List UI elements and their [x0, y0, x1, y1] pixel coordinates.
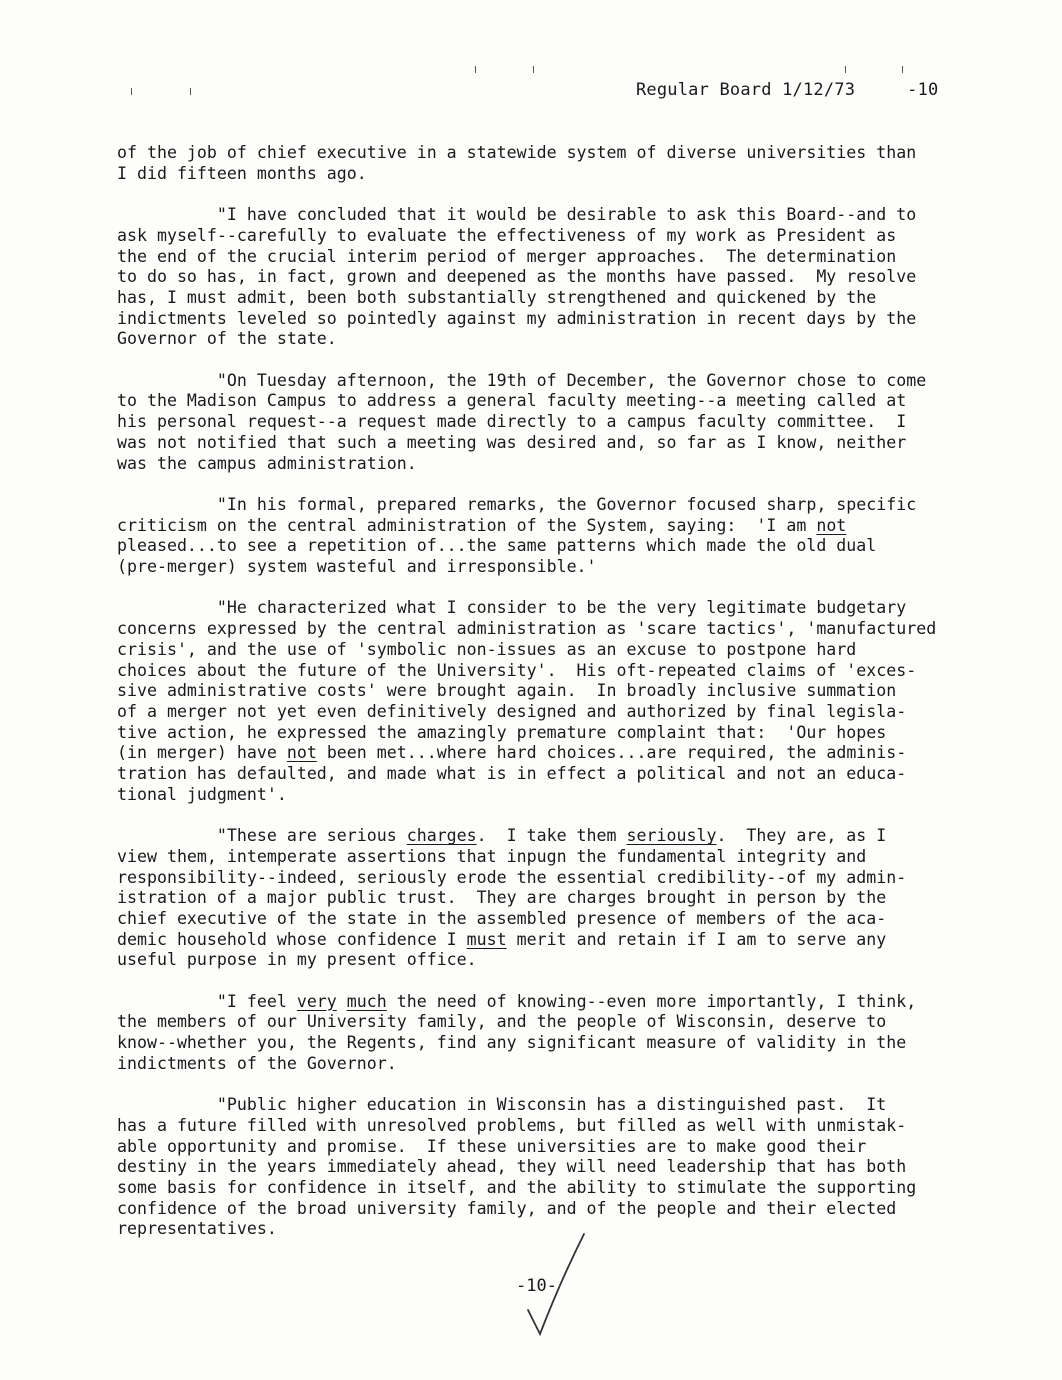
text-line: Governor of the state. — [117, 329, 337, 349]
header-page-number: -10 — [907, 80, 939, 100]
text-line: some basis for confidence in itself, and the ability to stimulate the supporting — [117, 1178, 917, 1198]
text-line: of the job of chief executive in a statewide system of diverse universities than — [117, 143, 917, 162]
text-line: indictments leveled so pointedly against my administration in recent days by the — [117, 308, 917, 328]
document-body — [117, 143, 977, 1240]
margin-tick — [902, 66, 903, 73]
text-line: tive action, he expressed the amazingly premature complaint that: 'Our hopes — [117, 722, 887, 742]
paragraph — [117, 495, 977, 578]
text-line: "I feel very much the need of knowing--even more importantly, I think, — [117, 991, 917, 1011]
text-line: criticism on the central administration of the System, saying: 'I am not — [117, 515, 847, 535]
text-line: has a future filled with unresolved problems, but filled as well with unmistak- — [117, 1115, 907, 1135]
text-line: of a merger not yet even definitively designed and authorized by final legisla- — [117, 701, 907, 721]
footer-page-label: -10- — [516, 1276, 557, 1296]
text-line: his personal request--a request made directly to a campus faculty committee. I — [117, 412, 907, 432]
underlined-text: very — [296, 991, 337, 1011]
text-line: concerns expressed by the central administration as 'scare tactics', 'manufactured — [117, 619, 937, 639]
margin-tick — [533, 66, 534, 73]
text-line: indictments of the Governor. — [117, 1053, 397, 1073]
text-line: "These are serious charges. I take them seriously. They are, as I — [117, 826, 887, 846]
text-line: was not notified that such a meeting was desired and, so far as I know, neither — [117, 432, 907, 452]
text-line: the end of the crucial interim period of merger approaches. The determination — [117, 246, 897, 266]
underlined-text: charges — [406, 826, 477, 846]
text-line: to the Madison Campus to address a general faculty meeting--a meeting called at — [117, 391, 907, 411]
text-line: responsibility--indeed, seriously erode the essential credibility--of my admin- — [117, 867, 907, 887]
text-line: to do so has, in fact, grown and deepened as the months have passed. My resolve — [117, 267, 917, 287]
text-line: tional judgment'. — [117, 784, 287, 804]
underlined-text: not — [286, 743, 317, 763]
margin-tick — [190, 88, 191, 95]
text-line: "On Tuesday afternoon, the 19th of December, the Governor chose to come — [117, 370, 927, 390]
text-line: (in merger) have not been met...where hard choices...are required, the adminis- — [117, 743, 907, 763]
paragraph — [117, 1095, 977, 1240]
page-header — [636, 80, 938, 100]
text-line: confidence of the broad university family, and of the people and their elected — [117, 1198, 897, 1218]
text-line: has, I must admit, been both substantially strengthened and quickened by the — [117, 287, 877, 307]
text-line: ask myself--carefully to evaluate the effectiveness of my work as President as — [117, 225, 897, 245]
text-line: chief executive of the state in the assembled presence of members of the aca- — [117, 908, 887, 928]
underlined-text: not — [816, 515, 847, 535]
text-line: view them, intemperate assertions that inpugn the fundamental integrity and — [117, 846, 867, 866]
text-line: able opportunity and promise. If these universities are to make good their — [117, 1136, 867, 1156]
text-line: know--whether you, the Regents, find any significant measure of validity in the — [117, 1033, 907, 1053]
text-line: istration of a major public trust. They are charges brought in person by the — [117, 888, 887, 908]
text-line: tration has defaulted, and made what is in effect a political and not an educa- — [117, 764, 907, 784]
text-line: the members of our University family, and the people of Wisconsin, deserve to — [117, 1012, 887, 1032]
text-line: pleased...to see a repetition of...the same patterns which made the old dual — [117, 536, 877, 556]
margin-tick — [131, 88, 132, 95]
text-line: "In his formal, prepared remarks, the Governor focused sharp, specific — [117, 494, 917, 514]
handwritten-check-mark-icon — [522, 1230, 592, 1340]
paragraph — [117, 826, 977, 971]
paragraph — [117, 371, 977, 475]
text-line: (pre-merger) system wasteful and irresponsible.' — [117, 557, 597, 577]
underlined-text: much — [346, 991, 387, 1011]
text-line: sive administrative costs' were brought again. In broadly inclusive summation — [117, 681, 897, 701]
text-line: "He characterized what I consider to be the very legitimate budgetary — [117, 598, 907, 618]
underlined-text: seriously — [626, 826, 717, 846]
text-line: "Public higher education in Wisconsin has a distinguished past. It — [117, 1095, 887, 1115]
text-line: I did fifteen months ago. — [117, 163, 367, 183]
margin-tick — [845, 66, 846, 73]
text-line: choices about the future of the University'. His oft-repeated claims of 'exces- — [117, 660, 917, 680]
paragraph — [117, 992, 977, 1075]
paragraph — [117, 205, 977, 350]
text-line: useful purpose in my present office. — [117, 950, 477, 970]
text-line: "I have concluded that it would be desirable to ask this Board--and to — [117, 205, 917, 225]
text-line: was the campus administration. — [117, 453, 417, 473]
text-line: destiny in the years immediately ahead, they will need leadership that has both — [117, 1157, 907, 1177]
text-line: representatives. — [117, 1219, 277, 1239]
paragraph — [117, 598, 977, 805]
text-line: crisis', and the use of 'symbolic non-issues as an excuse to postpone hard — [117, 639, 857, 659]
paragraph — [117, 143, 977, 184]
margin-tick — [475, 66, 476, 73]
text-line: demic household whose confidence I must merit and retain if I am to serve any — [117, 929, 887, 949]
header-title: Regular Board 1/12/73 — [636, 80, 856, 100]
underlined-text: must — [466, 929, 507, 949]
